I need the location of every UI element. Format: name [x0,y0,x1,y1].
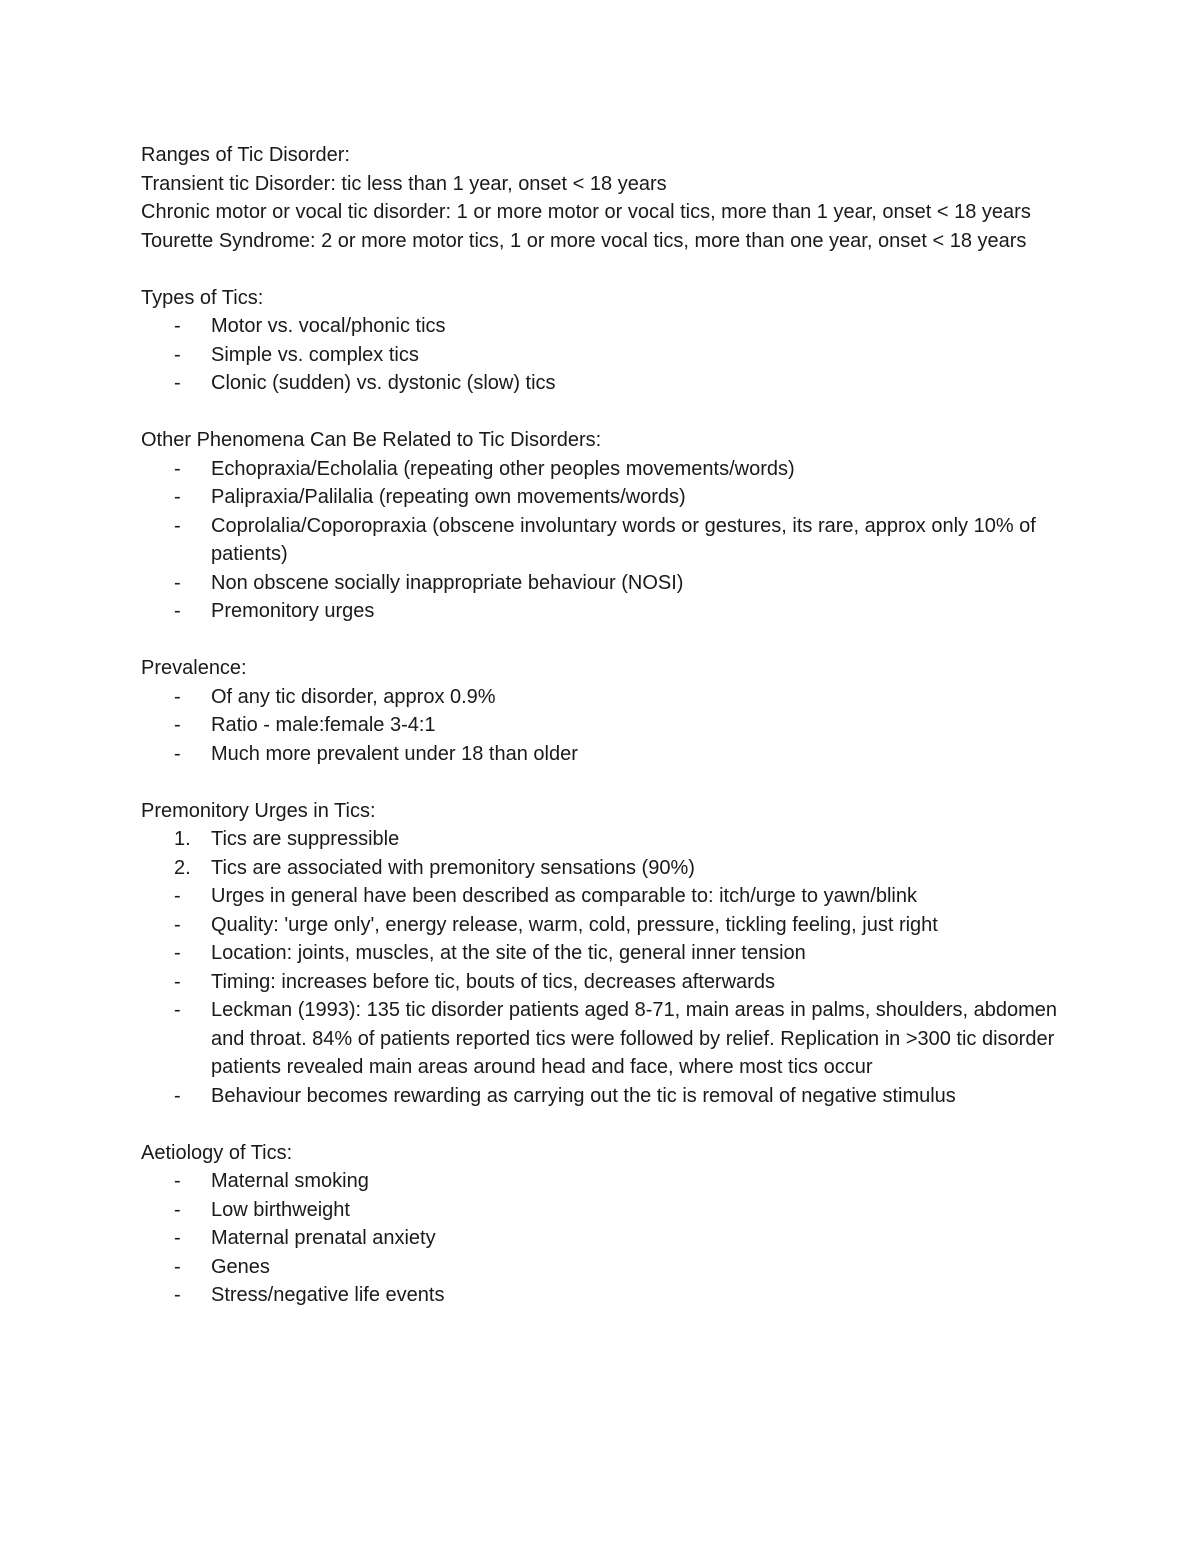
list-item [141,1167,1061,1196]
list-item-text: Clonic (sudden) vs. dystonic (slow) tics [211,372,556,394]
list-item [141,1281,1061,1310]
document-page [141,141,1061,1310]
list-item [141,939,1061,968]
list-item [141,996,1061,1082]
list-item [141,483,1061,512]
list-item-text: Leckman (1993): 135 tic disorder patients aged 8-71, main areas in palms, shoulders, abdomen and throat. 84% of patients reported tics were followed by relief. Replication in >300 tic disorder patients revealed main areas around head and face, where most tics occur [211,999,1058,1078]
bullet-list [141,455,1061,626]
list-item-text: Non obscene socially inappropriate behaviour (NOSI) [211,571,684,594]
bullet-list [141,312,1061,398]
list-item [141,341,1061,370]
list-item [141,882,1061,911]
list-item [141,968,1061,997]
list-item [141,512,1061,569]
section-heading: Prevalence: [141,657,247,679]
list-item-text: Location: joints, muscles, at the site of the tic, general inner tension [211,942,806,964]
section-heading: Premonitory Urges in Tics: [141,799,376,822]
list-marker: - [174,457,181,480]
list-item-text: Premonitory urges [211,600,375,622]
list-marker: - [174,1084,181,1107]
list-marker: - [174,315,181,337]
list-item [141,711,1061,740]
list-marker: - [174,742,181,765]
list-item-text: Simple vs. complex tics [211,343,419,366]
list-marker: - [174,1284,181,1306]
paragraph-line: Transient tic Disorder: tic less than 1 year, onset < 18 years [141,172,667,195]
section-types [141,284,1061,398]
list-item-text: Stress/negative life events [211,1284,445,1306]
blank-line [141,255,1061,284]
list-marker: 1. [174,828,191,850]
list-marker: - [174,1255,181,1278]
section-urges [141,797,1061,1111]
list-marker: - [174,685,181,708]
list-marker: - [174,1227,181,1249]
list-item-text: Much more prevalent under 18 than older [211,742,578,765]
list-item [141,1196,1061,1225]
list-item-text: Echopraxia/Echolalia (repeating other peoples movements/words) [211,457,795,480]
list-marker: - [174,343,181,366]
section-aetiology [141,1139,1061,1310]
list-marker: - [174,970,181,993]
bullet-list [141,825,1061,1110]
list-item-text: Tics are suppressible [211,828,400,850]
list-item [141,597,1061,626]
list-marker: - [174,600,181,622]
list-item [141,369,1061,398]
paragraph-line: Chronic motor or vocal tic disorder: 1 or more motor or vocal tics, more than 1 year, onset < 18 years [141,201,1031,223]
bullet-list [141,683,1061,769]
list-marker: 2. [174,856,191,879]
list-item [141,569,1061,598]
list-item [141,455,1061,484]
list-marker: - [174,942,181,964]
section-heading: Ranges of Tic Disorder: [141,144,350,166]
list-marker: - [174,913,181,936]
list-marker: - [174,486,181,508]
list-marker: - [174,1170,181,1192]
list-marker: - [174,372,181,394]
blank-line [141,768,1061,797]
bullet-list [141,1167,1061,1310]
list-item [141,740,1061,769]
section-prevalence [141,654,1061,768]
list-item-text: Coprolalia/Coporopraxia (obscene involuntary words or gestures, its rare, approx only 10% of patients) [211,514,1036,565]
list-marker: - [174,885,181,907]
list-item [141,825,1061,854]
list-item [141,854,1061,883]
list-item-text: Of any tic disorder, approx 0.9% [211,685,496,708]
list-item-text: Ratio - male:female 3-4:1 [211,714,436,736]
list-marker: - [174,571,181,594]
list-item [141,683,1061,712]
list-item [141,1224,1061,1253]
section-heading: Other Phenomena Can Be Related to Tic Disorders: [141,429,602,451]
list-marker: - [174,999,181,1021]
list-marker: - [174,514,181,537]
list-item-text: Low birthweight [211,1198,350,1221]
list-marker: - [174,1198,181,1221]
list-item-text: Motor vs. vocal/phonic tics [211,315,446,337]
list-item-text: Behaviour becomes rewarding as carrying out the tic is removal of negative stimulus [211,1084,956,1107]
list-item [141,1253,1061,1282]
section-phenomena [141,426,1061,626]
list-item-text: Palipraxia/Palilalia (repeating own movements/words) [211,486,686,508]
list-item-text: Maternal smoking [211,1170,369,1192]
list-item-text: Quality: 'urge only', energy release, warm, cold, pressure, tickling feeling, just right [211,913,938,936]
list-item-text: Tics are associated with premonitory sensations (90%) [211,856,695,879]
section-heading: Aetiology of Tics: [141,1141,293,1164]
blank-line [141,1110,1061,1139]
section-heading: Types of Tics: [141,286,264,309]
list-marker: - [174,714,181,736]
blank-line [141,626,1061,655]
list-item-text: Urges in general have been described as comparable to: itch/urge to yawn/blink [211,885,917,907]
list-item [141,1082,1061,1111]
list-item [141,911,1061,940]
list-item-text: Genes [211,1255,270,1278]
list-item-text: Maternal prenatal anxiety [211,1227,436,1249]
list-item [141,312,1061,341]
paragraph-line: Tourette Syndrome: 2 or more motor tics, 1 or more vocal tics, more than one year, onset < 18 years [141,229,1027,252]
blank-line [141,398,1061,427]
list-item-text: Timing: increases before tic, bouts of tics, decreases afterwards [211,970,775,993]
section-ranges [141,141,1061,255]
